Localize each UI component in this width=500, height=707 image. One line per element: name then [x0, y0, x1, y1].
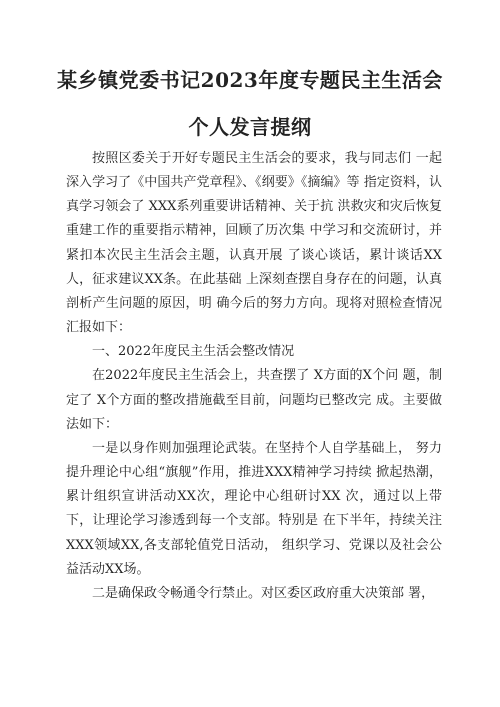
paragraph-point-2: 二是确保政令畅通令行禁止。对区委区政府重大决策部 署， — [92, 585, 435, 601]
document-body — [66, 147, 442, 606]
paragraph-point-1: 一是以身作则加强理论武装。在坚持个人自学基础上， 努力提升理论中心组“旗舰”作用，推进XXX精神学习持续 掀起热潮，累计组织宣讲活动XX次，理论中心组研讨XX 次，通过以上带下，让理论学习渗透到每一个支部。特别是 在下半年，持续关注XXX领域XX,各支部轮值党日活动， 组织学习、党课以及社会公益活动XX场。 — [66, 440, 442, 577]
document-title-line-1: 某乡镇党委书记2023年度专题民主生活会 — [57, 68, 443, 92]
paragraph-section-1: 在2022年度民主生活会上，共查摆了 X方面的X个问 题，制定了 X个方面的整改措施截至目前，问题均已整改完 成。主要做法如下： — [66, 368, 442, 432]
section-heading-1: 一、2022年度民主生活会整改情况 — [92, 344, 295, 360]
document-title-line-2: 个人发言提纲 — [188, 115, 312, 139]
paragraph-intro: 按照区委关于开好专题民主生活会的要求，我与同志们 一起深入学习了《中国共产党章程》、《纲要》《摘编》等 指定资料，认真学习领会了 XXX系列重要讲话精神、关于抗 洪救灾和灾后恢复重建工作的重要指示精神，回顾了历次集 中学习和交流研讨，并紧扣本次民主生活会主题，认真开展 了谈心谈话，累计谈话XX人，征求建议XX条。在此基础 上深刻查摆自身存在的问题，认真剖析产生问题的原因，明 确今后的努力方向。现将对照检查情况汇报如下： — [66, 151, 442, 336]
